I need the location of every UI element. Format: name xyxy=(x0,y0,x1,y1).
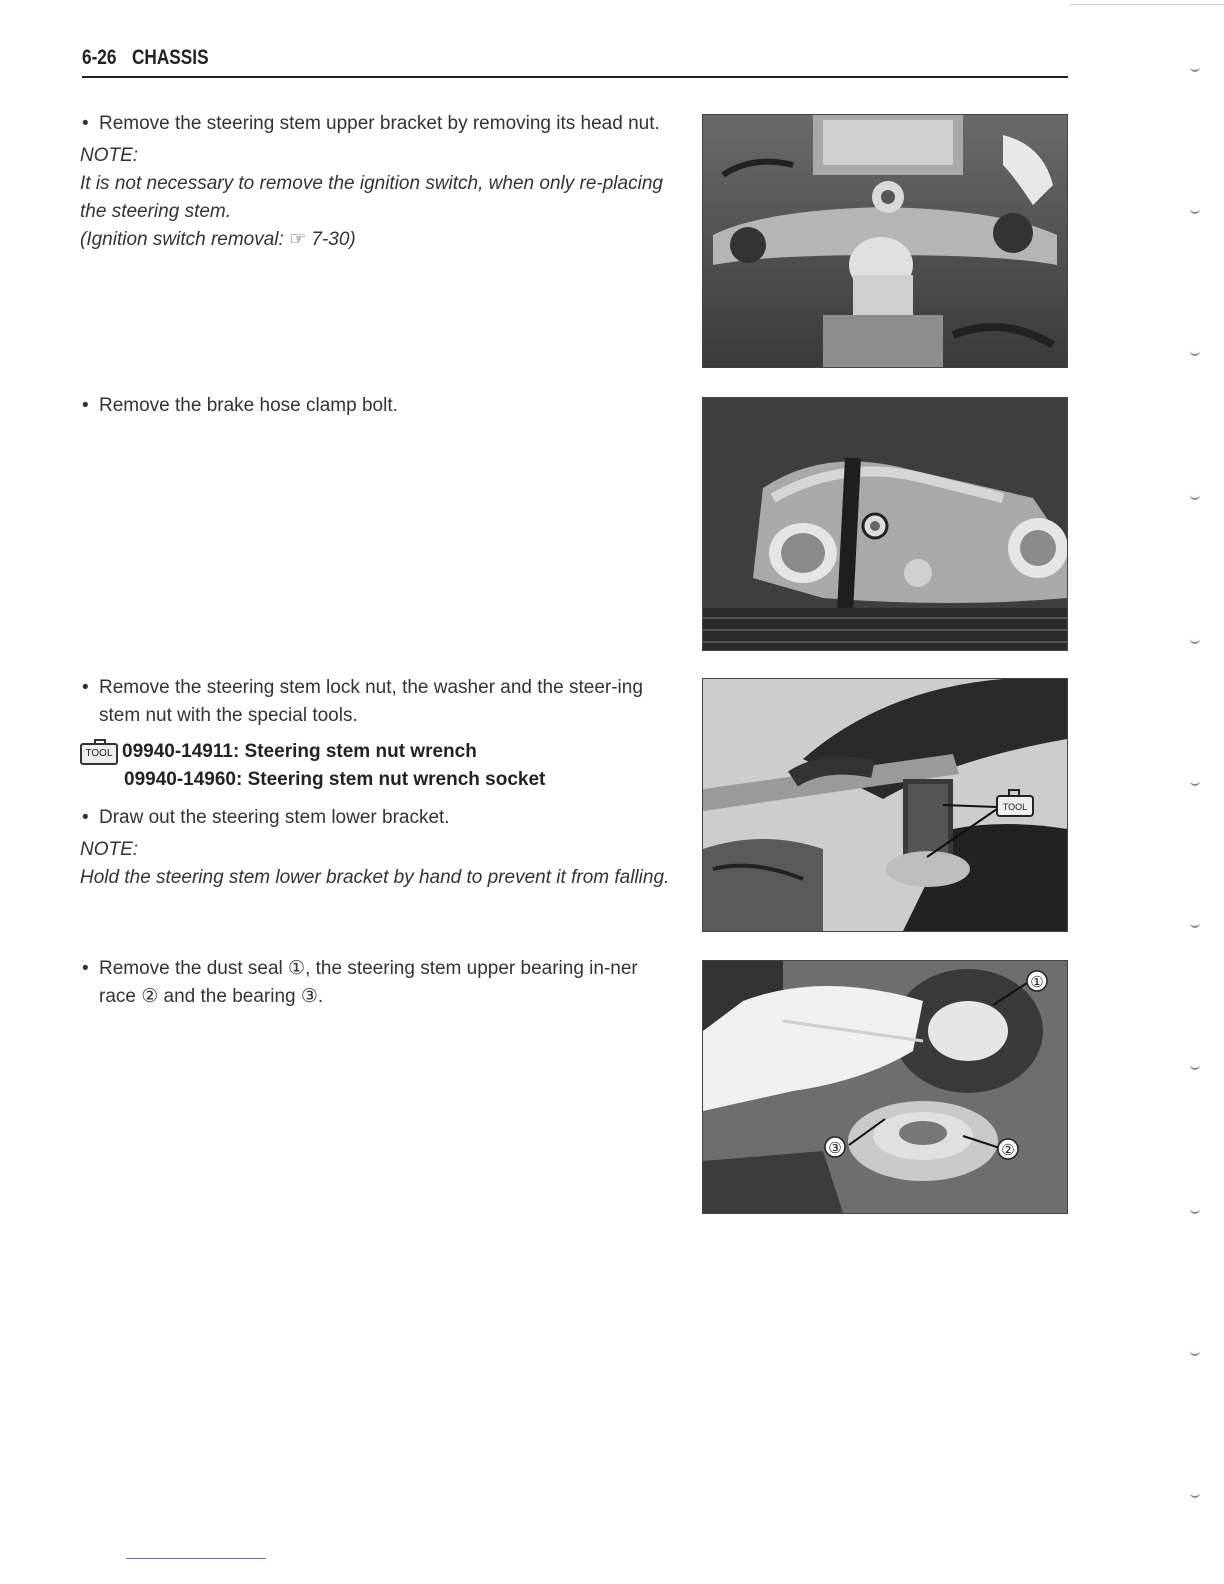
photo-upper-bracket-image xyxy=(703,115,1067,367)
step-1-bullet: • Remove the steering stem upper bracket by removing its head nut. xyxy=(80,110,672,138)
edge-mark xyxy=(1190,778,1200,786)
edge-mark xyxy=(1190,492,1200,500)
photo-special-tools xyxy=(702,678,1068,932)
photo-upper-bracket xyxy=(702,114,1068,368)
label-3-callout xyxy=(825,1137,845,1157)
top-edge-line xyxy=(1070,4,1224,5)
note-reference: (Ignition switch removal: ☞ 7-30) xyxy=(80,229,356,250)
edge-mark xyxy=(1190,1348,1200,1356)
edge-mark xyxy=(1190,1490,1200,1498)
note-body: Hold the steering stem lower bracket by hand to prevent it from falling. xyxy=(80,867,670,888)
note-title: NOTE: xyxy=(80,839,139,860)
step-2 xyxy=(80,392,672,420)
bullet-icon: • xyxy=(82,677,89,698)
bullet-icon: • xyxy=(82,395,89,416)
photo-brake-hose-clamp xyxy=(702,397,1068,651)
step-2-bullet: • Remove the brake hose clamp bolt. xyxy=(80,392,672,420)
bullet-icon: • xyxy=(82,807,89,828)
svg-text:TOOL: TOOL xyxy=(1002,802,1028,812)
section-title: CHASSIS xyxy=(132,46,209,69)
photo-special-tools-image xyxy=(703,679,1067,931)
edge-mark xyxy=(1190,636,1200,644)
step-4 xyxy=(80,955,672,1011)
label-2-callout xyxy=(998,1139,1018,1159)
step-4-bullet: • Remove the dust seal ①, the steering stem upper bearing in-ner race ② and the bearing ③. xyxy=(80,955,672,1011)
special-tools xyxy=(80,738,672,794)
page-header xyxy=(82,44,1068,78)
note-body: It is not necessary to remove the ignition switch, when only re-placing the steering stem. xyxy=(80,173,663,222)
step-1 xyxy=(80,110,672,254)
step-3-bullet: • Remove the steering stem lock nut, the washer and the steer-ing stem nut with the special tools. xyxy=(80,674,672,730)
page-number: 6-26 xyxy=(82,46,117,69)
tool-2: 09940-14960: Steering stem nut wrench socket xyxy=(124,769,546,790)
svg-text:②: ② xyxy=(1001,1141,1015,1159)
tool-1: 09940-14911: Steering stem nut wrench xyxy=(122,741,477,762)
footer-line xyxy=(126,1558,266,1559)
edge-mark xyxy=(1190,920,1200,928)
edge-mark xyxy=(1190,1206,1200,1214)
note-title: NOTE: xyxy=(80,145,139,166)
bullet-icon: • xyxy=(82,113,89,134)
edge-mark xyxy=(1190,348,1200,356)
bullet-icon: • xyxy=(82,958,89,979)
label-1-callout xyxy=(1027,971,1047,991)
photo-brake-hose-clamp-image xyxy=(703,398,1067,650)
photo-dust-seal-bearing-image xyxy=(703,961,1067,1213)
step-3-bullet-2: • Draw out the steering stem lower bracket. xyxy=(80,804,672,832)
svg-text:③: ③ xyxy=(828,1139,842,1157)
edge-mark xyxy=(1190,1062,1200,1070)
svg-text:①: ① xyxy=(1030,973,1044,991)
tool-icon: TOOL xyxy=(80,743,118,765)
photo-dust-seal-bearing xyxy=(702,960,1068,1214)
edge-mark xyxy=(1190,64,1200,72)
step-3 xyxy=(80,674,672,892)
edge-mark xyxy=(1190,206,1200,214)
